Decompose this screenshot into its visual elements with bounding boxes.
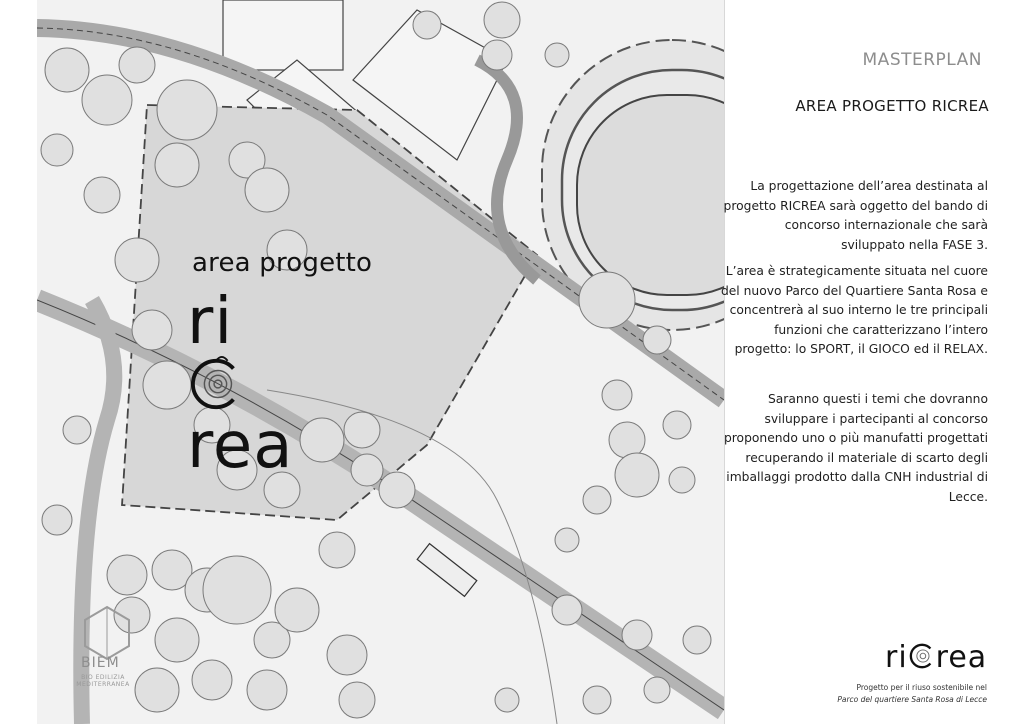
tree-canopy (602, 380, 632, 410)
tree-canopy (143, 361, 191, 409)
tree-canopy (82, 75, 132, 125)
bench (417, 544, 477, 597)
biem-name: BIEM (81, 655, 120, 671)
section-label: MASTERPLAN (862, 50, 982, 70)
tree-canopy (45, 48, 89, 92)
tree-canopy (42, 505, 72, 535)
tree-canopy (300, 418, 344, 462)
tree-canopy (351, 454, 383, 486)
tree-canopy (344, 412, 380, 448)
tree-canopy (583, 686, 611, 714)
tree-canopy (157, 80, 217, 140)
tree-canopy (192, 660, 232, 700)
tree-canopy (339, 682, 375, 718)
tree-canopy (413, 11, 441, 39)
tree-canopy (609, 422, 645, 458)
tree-canopy (379, 472, 415, 508)
tree-canopy (583, 486, 611, 514)
ricrea-logo-footer: ri rea (885, 640, 988, 675)
area-progetto-label: area progetto (192, 248, 373, 278)
footer-caption-italic: Parco del quartiere Santa Rosa di Lecce (837, 695, 987, 704)
ricrea-swirl-icon (908, 641, 936, 671)
tree-canopy (155, 143, 199, 187)
tree-canopy (482, 40, 512, 70)
tree-canopy (84, 177, 120, 213)
tree-canopy (63, 416, 91, 444)
tree-canopy (135, 668, 179, 712)
tree-canopy (683, 626, 711, 654)
tree-canopy (495, 688, 519, 712)
tree-canopy (245, 168, 289, 212)
tree-canopy (327, 635, 367, 675)
tree-canopy (155, 618, 199, 662)
tree-canopy (669, 467, 695, 493)
tree-canopy (107, 555, 147, 595)
tree-canopy (579, 272, 635, 328)
masterplan-map (37, 0, 724, 724)
tree-canopy (203, 556, 271, 624)
tree-canopy (41, 134, 73, 166)
tree-canopy (615, 453, 659, 497)
building-plot (223, 0, 343, 70)
tree-canopy (115, 238, 159, 282)
paragraph-themes: Saranno questi i temi che dovranno sviluppare i partecipanti al concorso proponendo uno o più manufatti progettati recuperando il materiale di scarto degli imballaggi prodotto dalla CNH industrial di Lecce. (723, 392, 988, 504)
tree-canopy (644, 677, 670, 703)
paragraph-location: L’area è strategicamente situata nel cuore del nuovo Parco del Quartiere Santa Rosa e concentrerà al suo interno le tre principali funzioni che caratterizzano l’intero progetto: lo SPORT, il GIOCO ed il RELAX. (720, 264, 988, 356)
tree-canopy (545, 43, 569, 67)
site-plan-drawing (37, 0, 724, 724)
tree-canopy (132, 310, 172, 350)
tree-canopy (555, 528, 579, 552)
tree-canopy (247, 670, 287, 710)
biem-subtitle: BIO EDILIZIA MEDITERRANEA (76, 674, 130, 688)
tree-canopy (119, 47, 155, 83)
ricrea-logo-map: ri rea (187, 285, 294, 483)
tree-canopy (622, 620, 652, 650)
tree-canopy (663, 411, 691, 439)
tree-canopy (275, 588, 319, 632)
tree-canopy (552, 595, 582, 625)
area-title: AREA PROGETTO RICREA (795, 97, 989, 115)
tree-canopy (484, 2, 520, 38)
ricrea-swirl-icon (187, 354, 245, 414)
divider (724, 0, 725, 724)
tree-canopy (319, 532, 355, 568)
tree-canopy (643, 326, 671, 354)
footer-caption: Progetto per il riuso sostenibile nel (856, 683, 987, 692)
paragraph-intro: La progettazione dell’area destinata al progetto RICREA sarà oggetto del bando di concorso internazionale che sarà sviluppato nella FASE 3. (723, 179, 988, 252)
